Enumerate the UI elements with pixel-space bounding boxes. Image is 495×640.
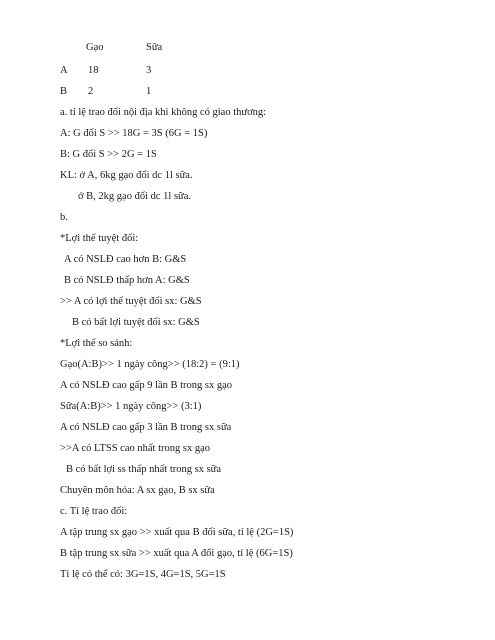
- table-row-b-gao: 2: [88, 86, 94, 97]
- text-line: B tập trung sx sữa >> xuất qua A đổi gạo, tỉ lệ (6G=1S): [60, 548, 293, 559]
- text-line: Gạo(A:B)>> 1 ngày công>> (18:2) = (9:1): [60, 359, 240, 370]
- table-header-gao: Gạo: [86, 42, 104, 53]
- table-row-a-label: A: [60, 65, 68, 76]
- text-line: A tập trung sx gạo >> xuất qua B đổi sữa, tỉ lệ (2G=1S): [60, 527, 294, 538]
- text-line: ở B, 2kg gạo đổi dc 1l sữa.: [78, 191, 192, 202]
- text-line: >> A có lợi thế tuyệt đối sx: G&S: [60, 296, 202, 307]
- text-line: A có NSLĐ cao gấp 3 lần B trong sx sữa: [60, 422, 232, 433]
- text-line: Sữa(A:B)>> 1 ngày công>> (3:1): [60, 401, 202, 412]
- text-line: KL: ở A, 6kg gạo đổi dc 1l sữa.: [60, 170, 193, 181]
- table-row-a-gao: 18: [88, 65, 99, 76]
- text-line: b.: [60, 212, 68, 223]
- text-line: B có NSLĐ thấp hơn A: G&S: [64, 275, 190, 286]
- text-line: c. Tỉ lệ trao đổi:: [60, 506, 128, 517]
- text-line: B có bất lợi tuyệt đối sx: G&S: [72, 317, 200, 328]
- table-row-a-sua: 3: [146, 65, 152, 76]
- text-line: Tỉ lệ có thể có: 3G=1S, 4G=1S, 5G=1S: [60, 569, 226, 580]
- text-line: *Lợi thế so sánh:: [60, 338, 133, 349]
- text-line: A có NSLĐ cao gấp 9 lần B trong sx gạo: [60, 380, 233, 391]
- table-row-b-label: B: [60, 86, 68, 97]
- text-line: A có NSLĐ cao hơn B: G&S: [64, 254, 187, 265]
- text-line: B có bất lợi ss thấp nhất trong sx sữa: [66, 464, 222, 475]
- text-line: Chuyên môn hóa: A sx gạo, B sx sữa: [60, 485, 215, 496]
- text-line: >>A có LTSS cao nhất trong sx gạo: [60, 443, 210, 454]
- text-line: B: G đổi S >> 2G = 1S: [60, 149, 157, 160]
- text-line: a. tỉ lệ trao đổi nội địa khi không có giao thương:: [60, 107, 267, 118]
- text-line: *Lợi thế tuyệt đối:: [60, 233, 139, 244]
- table-row-b-sua: 1: [146, 86, 152, 97]
- table-header-sua: Sữa: [146, 42, 163, 53]
- text-line: A: G đổi S >> 18G = 3S (6G = 1S): [60, 128, 208, 139]
